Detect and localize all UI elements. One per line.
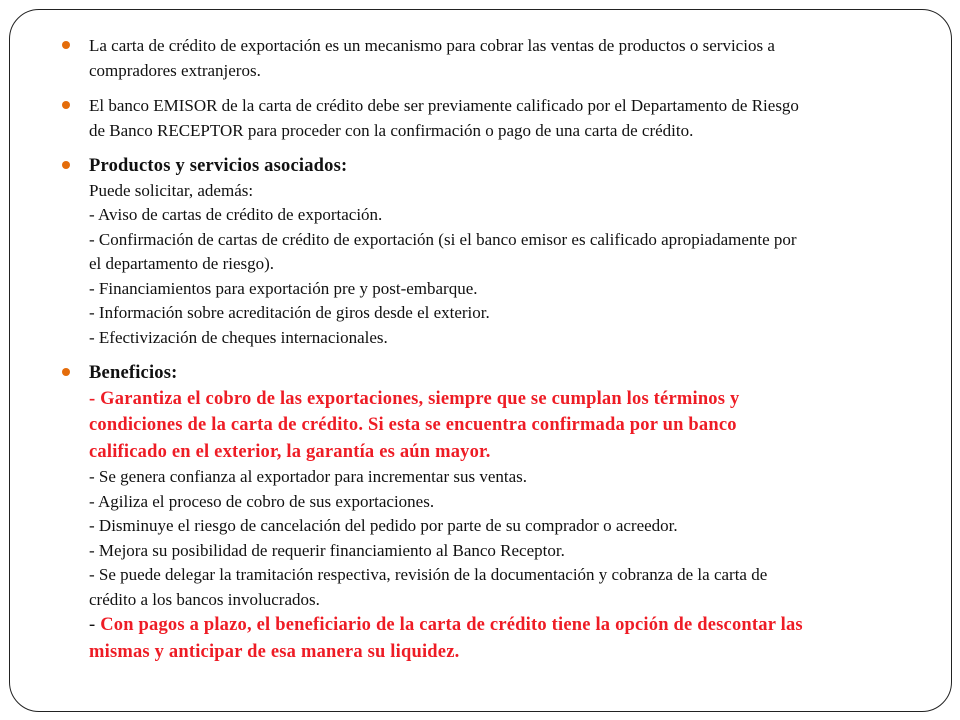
highlight-line: condiciones de la carta de crédito. Si esta se encuentra confirmada por un banco [89,415,737,435]
highlight-lead: - [89,615,101,635]
highlight-text: Con pagos a plazo, el beneficiario de la carta de crédito tiene la opción de descontar las [100,615,803,635]
highlight-line: - Garantiza el cobro de las exportaciones, siempre que se cumplan los términos y [89,388,740,409]
highlight-line [89,612,908,639]
bullet-beneficios [62,361,908,665]
text-line: La carta de crédito de exportación es un mecanismo para cobrar las ventas de productos o servicios a [89,36,775,55]
text-line: de Banco RECEPTOR para proceder con la confirmación o pago de una carta de crédito. [89,120,694,140]
text-line: - Mejora su posibilidad de requerir financiamiento al Banco Receptor. [89,540,565,560]
section-heading: Beneficios: [89,363,178,383]
section-heading: Productos y servicios asociados: [89,156,348,176]
highlight-line: mismas y anticipar de esa manera su liquidez. [89,641,460,662]
text-line: - Efectivización de cheques internacionales. [89,327,388,347]
bullet-emisor [62,94,908,143]
text-line: - Información sobre acreditación de giros desde el exterior. [89,303,490,322]
slide-content [62,34,908,676]
text-line: compradores extranjeros. [89,60,261,80]
text-line: El banco EMISOR de la carta de crédito debe ser previamente calificado por el Departamento de Riesgo [89,96,799,115]
text-line: - Agiliza el proceso de cobro de sus exportaciones. [89,491,435,511]
text-line: el departamento de riesgo). [89,254,275,273]
text-line: - Aviso de cartas de crédito de exportación. [89,205,383,224]
bullet-dot-icon [62,368,70,376]
text-line: crédito a los bancos involucrados. [89,589,320,609]
text-line: Puede solicitar, además: [89,180,254,200]
text-line: - Disminuye el riesgo de cancelación del pedido por parte de su comprador o acreedor. [89,516,678,535]
text-line: - Se genera confianza al exportador para incrementar sus ventas. [89,467,528,486]
text-line: - Confirmación de cartas de crédito de exportación (si el banco emisor es calificado apropiadamente por [89,229,797,249]
bullet-dot-icon [62,161,70,169]
bullet-productos [62,154,908,350]
bullet-dot-icon [62,101,70,109]
bullet-intro [62,34,908,83]
highlight-line: calificado en el exterior, la garantía es aún mayor. [89,441,491,462]
bullet-dot-icon [62,41,70,49]
text-line: - Financiamientos para exportación pre y post-embarque. [89,278,478,298]
text-line: - Se puede delegar la tramitación respectiva, revisión de la documentación y cobranza de la carta de [89,565,768,584]
